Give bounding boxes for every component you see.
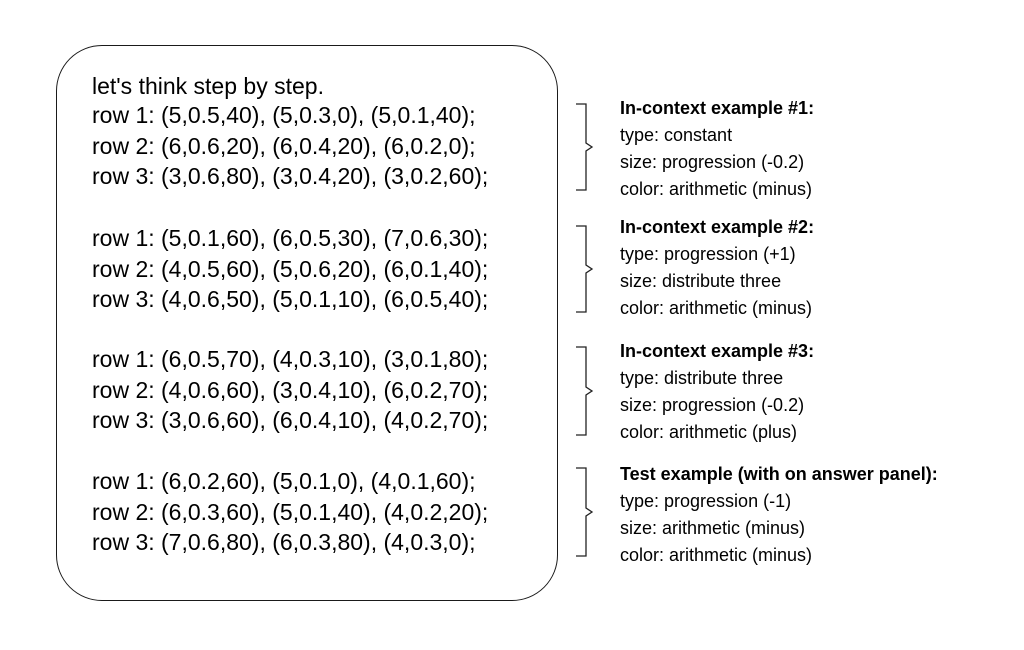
annotation-type: type: progression (+1) (620, 244, 796, 264)
annotation-size: size: distribute three (620, 271, 782, 291)
annotation-color: color: arithmetic (minus) (620, 298, 813, 318)
annotation-1 (620, 95, 814, 203)
annotation-3 (620, 338, 814, 446)
brace-icon (572, 103, 602, 191)
brace-icon (572, 225, 602, 313)
annotation-title: In-context example #1: (620, 98, 815, 118)
annotation-title: In-context example #2: (620, 217, 815, 237)
annotation-size: size: progression (-0.2) (620, 395, 805, 415)
row-text: row 3: (3,0.6,60), (6,0.4,10), (4,0.2,70); (92, 407, 489, 433)
row-text: row 2: (4,0.5,60), (5,0.6,20), (6,0.1,40); (92, 255, 489, 282)
test-block (92, 466, 488, 558)
row-text: row 1: (6,0.2,60), (5,0.1,0), (4,0.1,60); (92, 468, 476, 494)
intro-text: let's think step by step. (92, 73, 324, 99)
annotation-title: In-context example #3: (620, 341, 815, 361)
row-text: row 1: (5,0.1,60), (6,0.5,30), (7,0.6,30); (92, 225, 489, 251)
brace-icon (572, 467, 602, 557)
annotation-test (620, 461, 938, 569)
example-block-1 (92, 100, 488, 192)
annotation-size: size: arithmetic (minus) (620, 518, 806, 538)
annotation-type: type: progression (-1) (620, 491, 792, 511)
row-text: row 2: (6,0.6,20), (6,0.4,20), (6,0.2,0); (92, 132, 476, 159)
row-text: row 3: (7,0.6,80), (6,0.3,80), (4,0.3,0); (92, 529, 476, 555)
row-text: row 1: (6,0.5,70), (4,0.3,10), (3,0.1,80); (92, 346, 489, 372)
annotation-color: color: arithmetic (minus) (620, 545, 813, 565)
example-block-3 (92, 344, 488, 436)
row-text: row 2: (6,0.3,60), (5,0.1,40), (4,0.2,20); (92, 498, 489, 525)
annotation-title: Test example (with on answer panel): (620, 464, 938, 484)
annotation-color: color: arithmetic (plus) (620, 422, 798, 442)
brace-icon (572, 346, 602, 436)
annotation-type: type: constant (620, 125, 733, 145)
annotation-color: color: arithmetic (minus) (620, 179, 813, 199)
annotation-type: type: distribute three (620, 368, 784, 388)
annotation-size: size: progression (-0.2) (620, 152, 805, 172)
row-text: row 3: (4,0.6,50), (5,0.1,10), (6,0.5,40); (92, 286, 489, 312)
annotation-2 (620, 214, 814, 322)
row-text: row 3: (3,0.6,80), (3,0.4,20), (3,0.2,60); (92, 163, 489, 189)
row-text: row 2: (4,0.6,60), (3,0.4,10), (6,0.2,70); (92, 376, 489, 403)
example-block-2 (92, 223, 488, 315)
row-text: row 1: (5,0.5,40), (5,0.3,0), (5,0.1,40); (92, 102, 476, 128)
